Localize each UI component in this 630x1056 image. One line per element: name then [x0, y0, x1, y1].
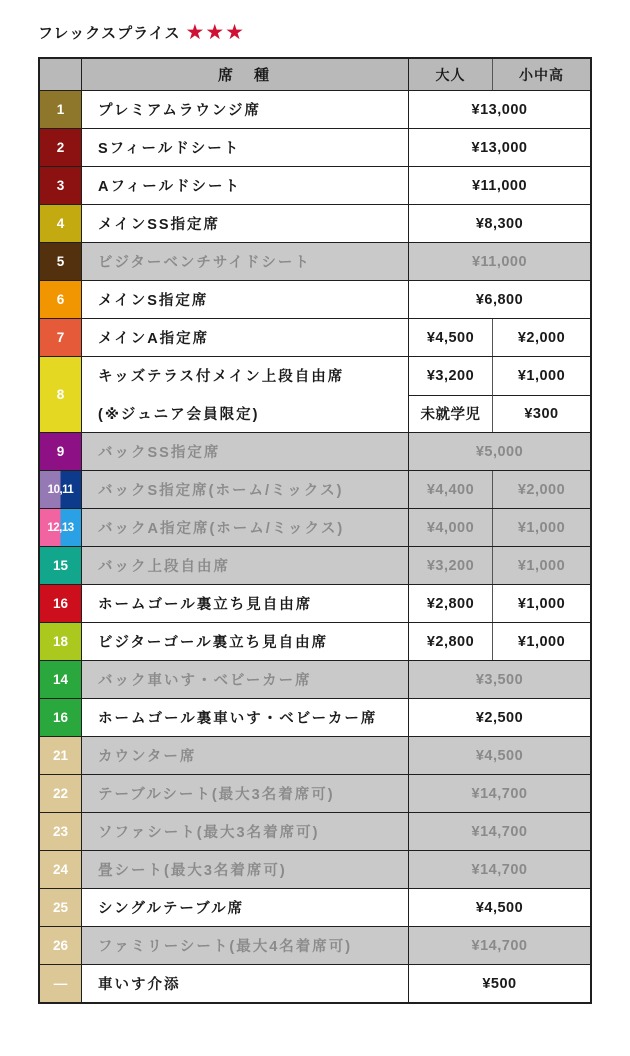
row-price: ¥6,800: [408, 281, 590, 318]
row-badge: 8: [40, 357, 82, 432]
row-price: ¥14,700: [408, 927, 590, 964]
row-price: ¥11,000: [408, 243, 590, 280]
table-row: [40, 280, 590, 318]
row-badge: 15: [40, 547, 82, 584]
table-row: [40, 736, 590, 774]
row-seat-name: プレミアムラウンジ席: [98, 103, 262, 119]
row-badge: 26: [40, 927, 82, 964]
row-price-child: ¥2,000: [492, 471, 590, 508]
row-price-adult: ¥4,000: [408, 509, 492, 546]
row-price-child: ¥1,000: [492, 623, 590, 660]
row-badge: 4: [40, 205, 82, 242]
row-badge: 10,11: [40, 471, 82, 508]
row-badge: 21: [40, 737, 82, 774]
row-badge: 16: [40, 699, 82, 736]
rating-stars-icon: ★★★: [185, 21, 245, 44]
header-adult: 大人: [408, 59, 492, 90]
row-seat-name: ファミリーシート(最大4名着席可): [82, 927, 408, 964]
title-text: フレックスプライス: [38, 25, 181, 42]
row-badge: 5: [40, 243, 82, 280]
row-seat-name: [82, 357, 408, 432]
page-title: [38, 22, 245, 43]
table-row: [40, 698, 590, 736]
table-row: [40, 850, 590, 888]
table-row: [40, 470, 590, 508]
row-badge: 9: [40, 433, 82, 470]
seat-name-line: キッズテラス付メイン上段自由席: [98, 369, 345, 386]
row-price-child: ¥1,000: [492, 357, 590, 395]
row-price-child: ¥300: [492, 395, 590, 433]
price-table: [38, 57, 592, 1004]
row-price-child: ¥1,000: [492, 585, 590, 622]
row-price: ¥13,000: [408, 129, 590, 166]
row-price: ¥14,700: [408, 775, 590, 812]
row-price-adult: ¥3,200: [408, 547, 492, 584]
row-badge: 2: [40, 129, 82, 166]
row-badge: 16: [40, 585, 82, 622]
row-price: ¥500: [408, 965, 590, 1002]
row-seat-name: Sフィールドシート: [98, 141, 241, 157]
row-price-group: [408, 357, 590, 432]
table-row: [40, 926, 590, 964]
table-body: [40, 90, 590, 1002]
row-seat-name: メインSS指定席: [98, 217, 221, 233]
row-price: ¥4,500: [408, 737, 590, 774]
row-badge: 18: [40, 623, 82, 660]
row-badge: 3: [40, 167, 82, 204]
header-badge-cell: [40, 59, 82, 90]
table-row: [40, 204, 590, 242]
row-seat-name: シングルテーブル席: [98, 901, 245, 917]
row-badge: 23: [40, 813, 82, 850]
row-seat-name: メインA指定席: [98, 331, 210, 347]
table-row: [40, 356, 590, 432]
row-price-child: ¥1,000: [492, 547, 590, 584]
table-row: [40, 318, 590, 356]
row-badge: 1: [40, 91, 82, 128]
table-row: [40, 660, 590, 698]
table-row: [40, 964, 590, 1002]
table-header-row: [40, 59, 590, 90]
row-seat-name: バック車いす・ベビーカー席: [82, 661, 408, 698]
row-seat-name: バックA指定席(ホーム/ミックス): [82, 509, 408, 546]
row-badge: 12,13: [40, 509, 82, 546]
row-seat-name: 車いす介添: [98, 977, 181, 993]
row-seat-name: 畳シート(最大3名着席可): [82, 851, 408, 888]
row-seat-name: メインS指定席: [98, 293, 209, 309]
table-row: [40, 432, 590, 470]
table-row: [40, 508, 590, 546]
table-row: [40, 546, 590, 584]
row-seat-name: Aフィールドシート: [98, 179, 242, 195]
row-price: ¥13,000: [408, 91, 590, 128]
table-row: [40, 622, 590, 660]
row-price-adult: ¥2,800: [408, 585, 492, 622]
table-row: [40, 128, 590, 166]
table-row: [40, 774, 590, 812]
row-seat-name: ホームゴール裏立ち見自由席: [98, 597, 313, 613]
row-price: ¥3,500: [408, 661, 590, 698]
row-price: ¥14,700: [408, 813, 590, 850]
table-row: [40, 584, 590, 622]
row-badge: 14: [40, 661, 82, 698]
table-row: [40, 812, 590, 850]
row-price-adult: ¥3,200: [408, 357, 492, 395]
row-badge: 22: [40, 775, 82, 812]
header-seat-type: 席 種: [217, 67, 272, 84]
header-child: 小中高: [492, 59, 590, 90]
row-price-adult: ¥2,800: [408, 623, 492, 660]
row-seat-name: バックS指定席(ホーム/ミックス): [82, 471, 408, 508]
row-price: ¥2,500: [408, 699, 590, 736]
row-seat-name: ビジターベンチサイドシート: [82, 243, 408, 280]
row-seat-name: バックSS指定席: [82, 433, 408, 470]
row-price: ¥4,500: [408, 889, 590, 926]
table-row: [40, 888, 590, 926]
row-badge: 24: [40, 851, 82, 888]
row-price-child: ¥2,000: [492, 319, 590, 356]
row-seat-name: カウンター席: [82, 737, 408, 774]
row-seat-name: ソファシート(最大3名着席可): [82, 813, 408, 850]
row-seat-name: ホームゴール裏車いす・ベビーカー席: [98, 711, 378, 727]
row-price-adult: ¥4,500: [408, 319, 492, 356]
seat-name-line: (※ジュニア会員限定): [98, 406, 260, 423]
row-badge: —: [40, 965, 82, 1002]
table-row: [40, 242, 590, 280]
row-price: ¥11,000: [408, 167, 590, 204]
row-seat-name: ビジターゴール裏立ち見自由席: [98, 635, 329, 651]
row-seat-name: バック上段自由席: [82, 547, 408, 584]
row-badge: 7: [40, 319, 82, 356]
row-price-child: ¥1,000: [492, 509, 590, 546]
row-badge: 25: [40, 889, 82, 926]
row-price: ¥14,700: [408, 851, 590, 888]
table-row: [40, 90, 590, 128]
row-price: ¥5,000: [408, 433, 590, 470]
table-row: [40, 166, 590, 204]
row-seat-name: テーブルシート(最大3名着席可): [82, 775, 408, 812]
row-price-adult: 未就学児: [408, 395, 492, 433]
row-badge: 6: [40, 281, 82, 318]
row-price-adult: ¥4,400: [408, 471, 492, 508]
row-price: ¥8,300: [408, 205, 590, 242]
